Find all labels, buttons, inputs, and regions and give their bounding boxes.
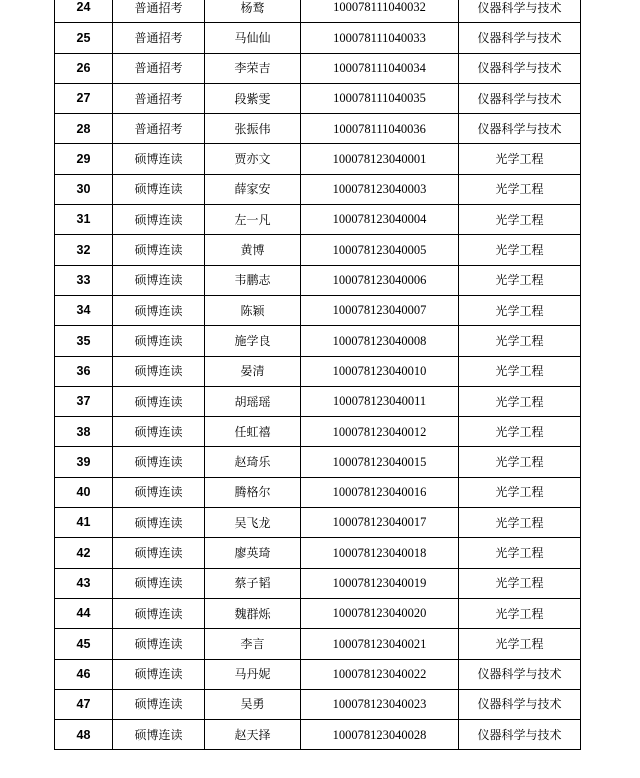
major-cell: 光学工程 — [459, 144, 581, 174]
major-cell: 光学工程 — [459, 295, 581, 325]
candidate-id-cell: 100078123040004 — [301, 205, 459, 235]
student-name-cell: 杨鹜 — [205, 0, 301, 23]
candidate-id-cell: 100078123040016 — [301, 477, 459, 507]
candidate-id-cell: 100078123040015 — [301, 447, 459, 477]
table-row — [55, 23, 581, 53]
major-cell: 仪器科学与技术 — [459, 689, 581, 719]
major-cell: 光学工程 — [459, 508, 581, 538]
major-cell: 仪器科学与技术 — [459, 53, 581, 83]
candidate-id-cell: 100078123040018 — [301, 538, 459, 568]
admission-type-cell: 硕博连读 — [113, 629, 205, 659]
major-cell: 光学工程 — [459, 386, 581, 416]
candidate-id-cell: 100078123040006 — [301, 265, 459, 295]
student-name-cell: 晏清 — [205, 356, 301, 386]
table-row — [55, 598, 581, 628]
row-number-cell: 34 — [55, 295, 113, 325]
student-name-cell: 张振伟 — [205, 114, 301, 144]
admission-type-cell: 硕博连读 — [113, 477, 205, 507]
table-row — [55, 205, 581, 235]
candidate-id-cell: 100078123040012 — [301, 417, 459, 447]
candidate-id-cell: 100078123040008 — [301, 326, 459, 356]
student-name-cell: 马丹妮 — [205, 659, 301, 689]
admission-type-cell: 硕博连读 — [113, 295, 205, 325]
student-name-cell: 赵琦乐 — [205, 447, 301, 477]
student-name-cell: 腾格尔 — [205, 477, 301, 507]
admission-type-cell: 硕博连读 — [113, 356, 205, 386]
candidate-id-cell: 100078123040019 — [301, 568, 459, 598]
major-cell: 仪器科学与技术 — [459, 114, 581, 144]
student-name-cell: 赵天择 — [205, 720, 301, 750]
admission-type-cell: 硕博连读 — [113, 538, 205, 568]
table-row — [55, 386, 581, 416]
student-name-cell: 廖英琦 — [205, 538, 301, 568]
admission-type-cell: 硕博连读 — [113, 508, 205, 538]
table-row — [55, 326, 581, 356]
candidate-id-cell: 100078123040003 — [301, 174, 459, 204]
candidate-id-cell: 100078123040023 — [301, 689, 459, 719]
major-cell: 仪器科学与技术 — [459, 83, 581, 113]
table-row — [55, 235, 581, 265]
major-cell: 光学工程 — [459, 629, 581, 659]
table-row — [55, 356, 581, 386]
major-cell: 光学工程 — [459, 417, 581, 447]
table-row — [55, 265, 581, 295]
student-name-cell: 左一凡 — [205, 205, 301, 235]
row-number-cell: 37 — [55, 386, 113, 416]
table-row — [55, 144, 581, 174]
table-row — [55, 83, 581, 113]
admission-type-cell: 普通招考 — [113, 53, 205, 83]
admission-type-cell: 硕博连读 — [113, 568, 205, 598]
candidate-id-cell: 100078123040020 — [301, 598, 459, 628]
admission-type-cell: 硕博连读 — [113, 386, 205, 416]
candidate-id-cell: 100078111040036 — [301, 114, 459, 144]
row-number-cell: 30 — [55, 174, 113, 204]
student-name-cell: 马仙仙 — [205, 23, 301, 53]
admission-type-cell: 硕博连读 — [113, 326, 205, 356]
row-number-cell: 46 — [55, 659, 113, 689]
row-number-cell: 24 — [55, 0, 113, 23]
row-number-cell: 27 — [55, 83, 113, 113]
student-name-cell: 施学良 — [205, 326, 301, 356]
table-row — [55, 629, 581, 659]
row-number-cell: 44 — [55, 598, 113, 628]
row-number-cell: 31 — [55, 205, 113, 235]
student-name-cell: 李言 — [205, 629, 301, 659]
student-name-cell: 胡瑶瑶 — [205, 386, 301, 416]
table-row — [55, 538, 581, 568]
major-cell: 光学工程 — [459, 205, 581, 235]
admission-type-cell: 硕博连读 — [113, 447, 205, 477]
admission-type-cell: 普通招考 — [113, 114, 205, 144]
major-cell: 光学工程 — [459, 235, 581, 265]
row-number-cell: 39 — [55, 447, 113, 477]
admission-type-cell: 硕博连读 — [113, 417, 205, 447]
admission-type-cell: 硕博连读 — [113, 265, 205, 295]
admission-type-cell: 硕博连读 — [113, 689, 205, 719]
candidate-id-cell: 100078123040021 — [301, 629, 459, 659]
major-cell: 仪器科学与技术 — [459, 659, 581, 689]
row-number-cell: 42 — [55, 538, 113, 568]
major-cell: 仪器科学与技术 — [459, 23, 581, 53]
student-name-cell: 贾亦文 — [205, 144, 301, 174]
student-name-cell: 薛家安 — [205, 174, 301, 204]
major-cell: 光学工程 — [459, 598, 581, 628]
row-number-cell: 47 — [55, 689, 113, 719]
table-row — [55, 689, 581, 719]
table-row — [55, 0, 581, 23]
candidate-id-cell: 100078123040022 — [301, 659, 459, 689]
row-number-cell: 25 — [55, 23, 113, 53]
candidate-id-cell: 100078111040033 — [301, 23, 459, 53]
student-name-cell: 黄博 — [205, 235, 301, 265]
table-row — [55, 508, 581, 538]
admission-type-cell: 普通招考 — [113, 23, 205, 53]
major-cell: 仪器科学与技术 — [459, 720, 581, 750]
student-name-cell: 陈颖 — [205, 295, 301, 325]
major-cell: 光学工程 — [459, 447, 581, 477]
student-list-table — [54, 0, 581, 750]
major-cell: 光学工程 — [459, 568, 581, 598]
candidate-id-cell: 100078123040007 — [301, 295, 459, 325]
candidate-id-cell: 100078123040005 — [301, 235, 459, 265]
row-number-cell: 33 — [55, 265, 113, 295]
row-number-cell: 36 — [55, 356, 113, 386]
major-cell: 光学工程 — [459, 174, 581, 204]
row-number-cell: 48 — [55, 720, 113, 750]
row-number-cell: 32 — [55, 235, 113, 265]
row-number-cell: 40 — [55, 477, 113, 507]
table-row — [55, 659, 581, 689]
admission-type-cell: 硕博连读 — [113, 235, 205, 265]
row-number-cell: 38 — [55, 417, 113, 447]
student-name-cell: 韦鹏志 — [205, 265, 301, 295]
student-name-cell: 段紫雯 — [205, 83, 301, 113]
major-cell: 光学工程 — [459, 538, 581, 568]
student-name-cell: 魏群烁 — [205, 598, 301, 628]
major-cell: 光学工程 — [459, 356, 581, 386]
table-row — [55, 720, 581, 750]
admission-type-cell: 硕博连读 — [113, 144, 205, 174]
admission-type-cell: 硕博连读 — [113, 174, 205, 204]
student-name-cell: 吴飞龙 — [205, 508, 301, 538]
row-number-cell: 29 — [55, 144, 113, 174]
student-name-cell: 李荣吉 — [205, 53, 301, 83]
table-row — [55, 53, 581, 83]
admission-type-cell: 硕博连读 — [113, 720, 205, 750]
table-row — [55, 417, 581, 447]
candidate-id-cell: 100078123040011 — [301, 386, 459, 416]
table-row — [55, 477, 581, 507]
table-row — [55, 447, 581, 477]
table-row — [55, 295, 581, 325]
candidate-id-cell: 100078111040034 — [301, 53, 459, 83]
candidate-id-cell: 100078123040028 — [301, 720, 459, 750]
row-number-cell: 43 — [55, 568, 113, 598]
table-body — [55, 0, 581, 750]
row-number-cell: 26 — [55, 53, 113, 83]
major-cell: 仪器科学与技术 — [459, 0, 581, 23]
admission-type-cell: 普通招考 — [113, 0, 205, 23]
table-row — [55, 568, 581, 598]
admission-type-cell: 硕博连读 — [113, 659, 205, 689]
row-number-cell: 45 — [55, 629, 113, 659]
major-cell: 光学工程 — [459, 477, 581, 507]
row-number-cell: 41 — [55, 508, 113, 538]
student-name-cell: 吴勇 — [205, 689, 301, 719]
major-cell: 光学工程 — [459, 265, 581, 295]
candidate-id-cell: 100078123040001 — [301, 144, 459, 174]
admission-type-cell: 普通招考 — [113, 83, 205, 113]
row-number-cell: 28 — [55, 114, 113, 144]
candidate-id-cell: 100078123040010 — [301, 356, 459, 386]
admission-type-cell: 硕博连读 — [113, 205, 205, 235]
row-number-cell: 35 — [55, 326, 113, 356]
student-name-cell: 任虹禧 — [205, 417, 301, 447]
admission-type-cell: 硕博连读 — [113, 598, 205, 628]
table-row — [55, 174, 581, 204]
table-row — [55, 114, 581, 144]
candidate-id-cell: 100078123040017 — [301, 508, 459, 538]
student-name-cell: 蔡子韬 — [205, 568, 301, 598]
candidate-id-cell: 100078111040032 — [301, 0, 459, 23]
candidate-id-cell: 100078111040035 — [301, 83, 459, 113]
major-cell: 光学工程 — [459, 326, 581, 356]
